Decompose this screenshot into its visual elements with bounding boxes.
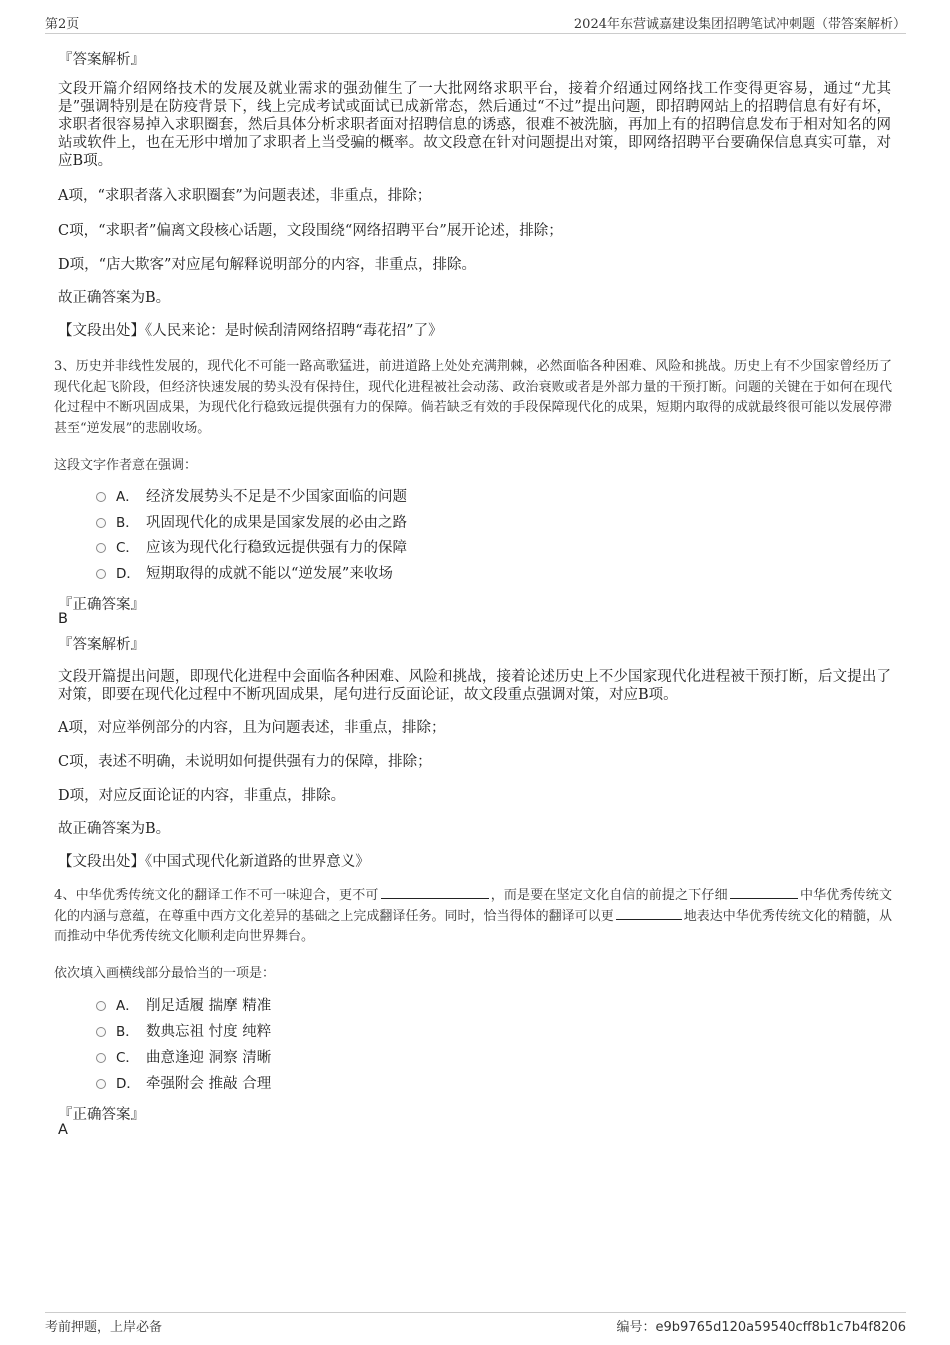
correct-answer-label: 『正确答案』 [58, 597, 145, 613]
correct-answer: B [58, 611, 68, 627]
radio-icon[interactable] [96, 569, 106, 579]
radio-icon[interactable] [96, 1027, 106, 1037]
analysis-conclusion: 故正确答案为B。 [58, 821, 171, 837]
fill-blank-1[interactable] [381, 886, 489, 899]
analysis-paragraph: 文段开篇介绍网络技术的发展及就业需求的强劲催生了一大批网络求职平台，接着介绍通过网络找工作变得更容易，通过“尤其是”强调特别是在防疫背景下，线上完成考试或面试已成新常态，然后通过“不过”提出问题，即招聘网站上的招聘信息有好有坏，求职者很容易掉入求职圈套，然后具体分析求职者面对招聘信息的诱惑，很难不被洗脑，再加上有的招聘信息发布于相对知名的网站或软件上，也在无形中增加了求职者上当受骗的概率。故文段意在针对问题提出对策，即网络招聘平台要确保信息真实可靠，对应B项。 [58, 81, 891, 169]
page-header [45, 13, 906, 34]
fill-blank-2[interactable] [730, 886, 798, 899]
footer-slogan: 考前押题，上岸必备 [45, 1320, 163, 1335]
passage-source: 【文段出处】《中国式现代化新道路的世界意义》 [58, 854, 370, 870]
analysis-label: 『答案解析』 [58, 52, 145, 68]
question-4-option-b[interactable]: B． 数典忘祖 忖度 纯粹 [96, 1022, 271, 1042]
question-3-stem: 这段文字作者意在强调： [54, 458, 198, 473]
analysis-line-a: A项，对应举例部分的内容，且为问题表述，非重点，排除； [58, 720, 446, 736]
radio-icon[interactable] [96, 1079, 106, 1089]
radio-icon[interactable] [96, 1001, 106, 1011]
question-3-option-c[interactable]: C． 应该为现代化行稳致远提供强有力的保障 [96, 538, 407, 558]
radio-icon[interactable] [96, 543, 106, 553]
question-3-option-b[interactable]: B． 巩固现代化的成果是国家发展的必由之路 [96, 513, 407, 533]
correct-answer-label: 『正确答案』 [58, 1107, 145, 1123]
analysis-line-c: C项，表述不明确，未说明如何提供强有力的保障，排除； [58, 754, 432, 770]
analysis-line-a: A项，“求职者落入求职圈套”为问题表述，非重点，排除； [58, 188, 432, 204]
fill-blank-3[interactable] [616, 907, 682, 920]
radio-icon[interactable] [96, 518, 106, 528]
document-code: 编号：e9b9765d120a59540cff8b1c7b4f8206 [616, 1320, 906, 1335]
question-3-text: 3、历史并非线性发展的，现代化不可能一路高歌猛进，前进道路上处处充满荆棘，必然面临各种困难、风险和挑战。历史上有不少国家曾经历了现代化起飞阶段，但经济快速发展的势头没有保持住，现代化进程被社会动荡、政治衰败或者是外部力量的干预打断。问题的关键在于如何在现代化过程中不断巩固成果，为现代化行稳致远提供强有力的保障。倘若缺乏有效的手段保障现代化的成果，短期内取得的成就最终很可能以发展停滞甚至“逆发展”的悲剧收场。 [54, 359, 892, 436]
correct-answer: A [58, 1122, 68, 1138]
radio-icon[interactable] [96, 1053, 106, 1063]
analysis-paragraph: 文段开篇提出问题，即现代化进程中会面临各种困难、风险和挑战，接着论述历史上不少国家现代化进程被干预打断，后文提出了对策，即要在现代化过程中不断巩固成果，尾句进行反面论证，故文段重点强调对策，对应B项。 [58, 669, 891, 703]
passage-source: 【文段出处】《人民来论：是时候刮清网络招聘“毒花招”了》 [58, 323, 443, 339]
analysis-label: 『答案解析』 [58, 637, 145, 653]
question-4-option-c[interactable]: C． 曲意逢迎 洞察 清晰 [96, 1048, 271, 1068]
document-title: 2024年东营诚嘉建设集团招聘笔试冲刺题（带答案解析） [573, 17, 906, 32]
question-3-option-d[interactable]: D． 短期取得的成就不能以“逆发展”来收场 [96, 564, 393, 584]
question-4-option-a[interactable]: A． 削足适履 揣摩 精准 [96, 996, 271, 1016]
analysis-line-c: C项，“求职者”偏离文段核心话题，文段围绕“网络招聘平台”展开论述，排除； [58, 223, 563, 239]
radio-icon[interactable] [96, 492, 106, 502]
analysis-line-d: D项，对应反面论证的内容，非重点，排除。 [58, 788, 346, 804]
analysis-conclusion: 故正确答案为B。 [58, 290, 171, 306]
page-number: 第2页 [45, 17, 80, 32]
question-3-option-a[interactable]: A． 经济发展势头不足是不少国家面临的问题 [96, 487, 407, 507]
question-4-stem: 依次填入画横线部分最恰当的一项是： [54, 966, 276, 981]
question-4-option-d[interactable]: D． 牵强附会 推敲 合理 [96, 1074, 271, 1094]
page-footer [45, 1312, 906, 1337]
question-4-text: 4、中华优秀传统文化的翻译工作不可一味迎合，更不可 ，而是要在坚定文化自信的前提之下仔细 中华优秀传统文化的内涵与意蕴，在尊重中西方文化差异的基础之上完成翻译任务。同时，恰当得体的翻译可以更 地表达中华优秀传统文化的精髓，从而推动中华优秀传统文化顺利走向世界舞台。 [54, 888, 892, 944]
analysis-line-d: D项，“店大欺客”对应尾句解释说明部分的内容，非重点，排除。 [58, 257, 476, 273]
